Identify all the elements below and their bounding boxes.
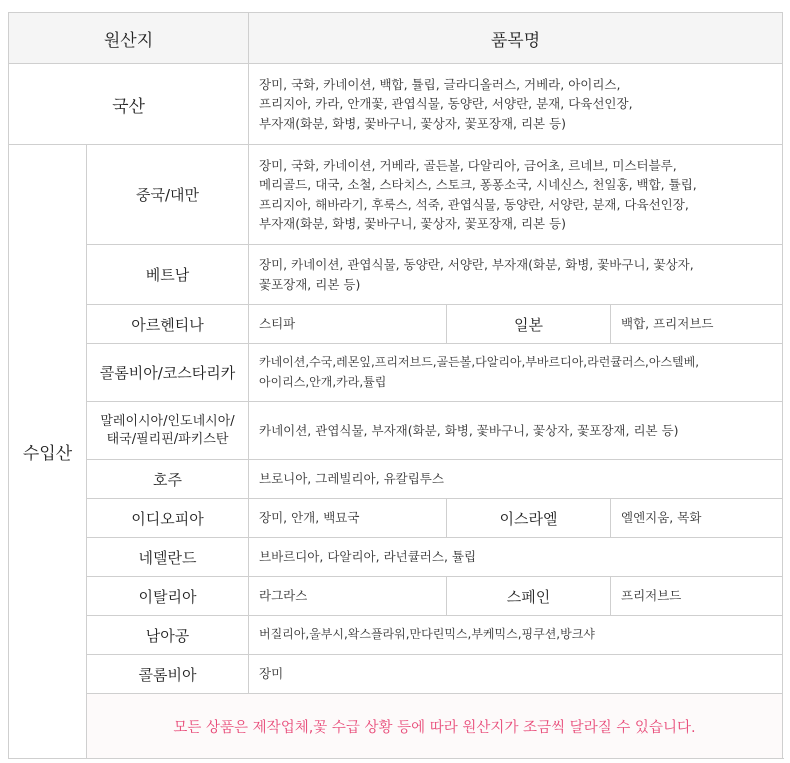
- italy-items: 라그라스: [249, 577, 447, 616]
- netherlands-row: [9, 538, 783, 577]
- argentina-label: 아르헨티나: [87, 305, 249, 344]
- domestic-items: [249, 64, 783, 145]
- imported-label: 수입산: [9, 145, 87, 759]
- origin-header: 원산지: [9, 13, 249, 64]
- china-items-line: 부자재(화분, 화병, 꽃바구니, 꽃상자, 꽃포장재, 리본 등): [259, 216, 567, 231]
- china-items-line: 장미, 국화, 카네이션, 거베라, 골든볼, 다알리아, 금어초, 르네브, 미스터블루,: [259, 157, 677, 173]
- sea-label-line: 태국/필리핀/파키스탄: [106, 431, 229, 447]
- colombia-label: 콜롬비아: [87, 655, 249, 694]
- spain-label: 스페인: [447, 577, 611, 616]
- origin-table: [8, 12, 783, 759]
- netherlands-items: 브바르디아, 다알리아, 라넌큘러스, 튤립: [249, 538, 783, 577]
- vietnam-items-line: 꽃포장재, 리본 등): [259, 276, 361, 292]
- israel-items: 엘엔지움, 목화: [611, 499, 783, 538]
- sea-label-line: 말레이시아/인도네시아/: [100, 413, 235, 429]
- china-items-line: 프리지아, 해바라기, 후룩스, 석죽, 관엽식물, 동양란, 서양란, 분재, 다육선인장,: [259, 196, 689, 212]
- colombia-costa-items-line: 카네이션,수국,레몬잎,프리저브드,골든볼,다알리아,부바르디아,라런큘러스,아스텔베,: [259, 355, 700, 369]
- south-africa-row: [9, 616, 783, 655]
- notice-row: [9, 694, 783, 759]
- italy-label: 이탈리아: [87, 577, 249, 616]
- sea-row: [9, 402, 783, 460]
- domestic-label: 국산: [9, 64, 249, 145]
- australia-row: [9, 460, 783, 499]
- china-label: 중국/대만: [87, 145, 249, 245]
- vietnam-items: [249, 245, 783, 305]
- china-items-line: 메리골드, 대국, 소철, 스타치스, 스토크, 퐁퐁소국, 시네신스, 천일홍, 백합, 튤립,: [259, 177, 697, 192]
- origin-table-container: [8, 12, 782, 759]
- items-header: 품목명: [249, 13, 783, 64]
- ethiopia-items: 장미, 안개, 백묘국: [249, 499, 447, 538]
- colombia-row: [9, 655, 783, 694]
- ethiopia-row: [9, 499, 783, 538]
- domestic-items-line: 부자재(화분, 화병, 꽃바구니, 꽃상자, 꽃포장재, 리본 등): [259, 115, 567, 131]
- south-africa-label: 남아공: [87, 616, 249, 655]
- origin-notice: 모든 상품은 제작업체,꽃 수급 상황 등에 따라 원산지가 조금씩 달라질 수 있습니다.: [87, 694, 783, 759]
- header-row: [9, 13, 783, 64]
- colombia-costa-row: [9, 344, 783, 402]
- china-items: [249, 145, 783, 245]
- colombia-items: 장미: [249, 655, 783, 694]
- japan-items: 백합, 프리저브드: [611, 305, 783, 344]
- argentina-row: [9, 305, 783, 344]
- netherlands-label: 네델란드: [87, 538, 249, 577]
- colombia-costa-label: 콜롬비아/코스타리카: [87, 344, 249, 402]
- colombia-costa-items: [249, 344, 783, 402]
- china-row: [9, 145, 783, 245]
- israel-label: 이스라엘: [447, 499, 611, 538]
- ethiopia-label: 이디오피아: [87, 499, 249, 538]
- italy-row: [9, 577, 783, 616]
- sea-label: [87, 402, 249, 460]
- spain-items: 프리저브드: [611, 577, 783, 616]
- domestic-items-line: 장미, 국화, 카네이션, 백합, 튤립, 글라디올러스, 거베라, 아이리스,: [259, 76, 621, 92]
- domestic-row: [9, 64, 783, 145]
- australia-items: 브로니아, 그레빌리아, 유칼립투스: [249, 460, 783, 499]
- sea-items: 카네이션, 관엽식물, 부자재(화분, 화병, 꽃바구니, 꽃상자, 꽃포장재, 리본 등): [249, 402, 783, 460]
- vietnam-row: [9, 245, 783, 305]
- vietnam-label: 베트남: [87, 245, 249, 305]
- australia-label: 호주: [87, 460, 249, 499]
- south-africa-items: 버질리아,울부시,왁스플라워,만다린믹스,부케믹스,핑쿠션,방크샤: [249, 616, 783, 655]
- vietnam-items-line: 장미, 카네이션, 관엽식물, 동양란, 서양란, 부자재(화분, 화병, 꽃바구니, 꽃상자,: [259, 257, 694, 272]
- argentina-items: 스티파: [249, 305, 447, 344]
- colombia-costa-items-line: 아이리스,안개,카라,튤립: [259, 374, 387, 389]
- domestic-items-line: 프리지아, 카라, 안개꽃, 관엽식물, 동양란, 서양란, 분재, 다육선인장,: [259, 96, 633, 112]
- japan-label: 일본: [447, 305, 611, 344]
